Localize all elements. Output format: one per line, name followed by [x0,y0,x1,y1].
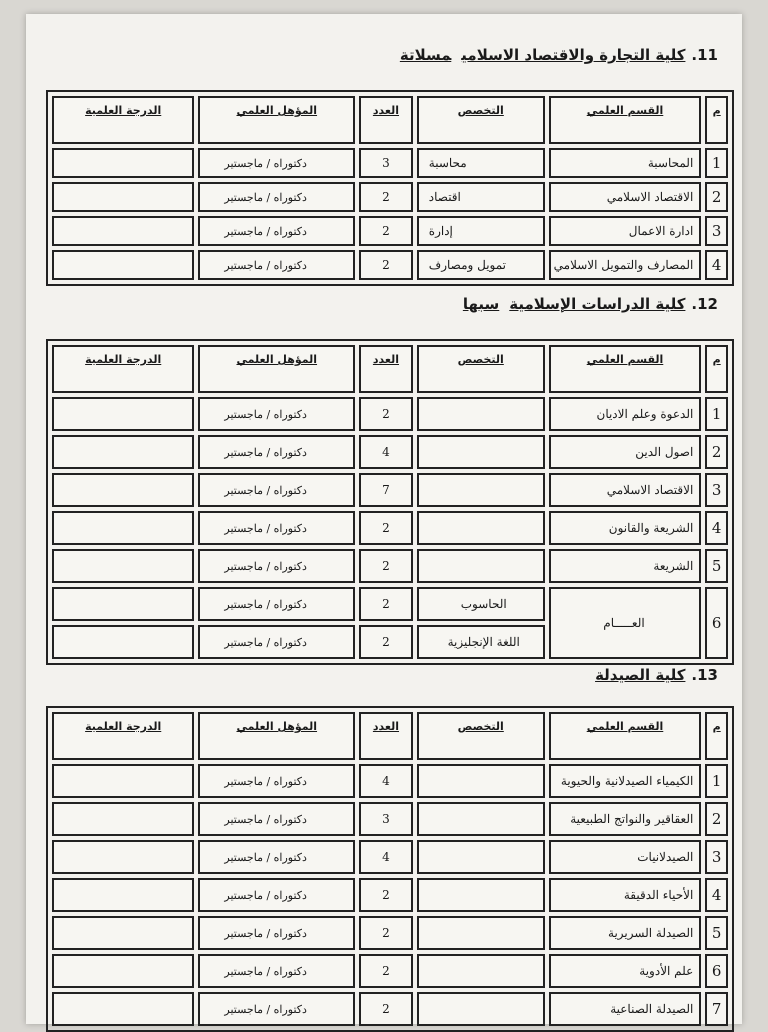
table-row [52,587,728,621]
cell-qual: دكتوراه / ماجستير [198,954,355,988]
cell-qual: دكتوراه / ماجستير [198,992,355,1026]
cell-qual: دكتوراه / ماجستير [198,840,355,874]
table-row [52,878,728,912]
cell-spec [417,764,545,798]
cell-count: 2 [359,511,413,545]
cell-num: 5 [705,549,728,583]
section-number: 11. [691,46,718,64]
cell-num: 1 [705,397,728,431]
cell-spec: تمويل ومصارف [417,250,545,280]
cell-count: 4 [359,435,413,469]
cell-spec [417,435,545,469]
cell-qual: دكتوراه / ماجستير [198,250,355,280]
table-row [52,802,728,836]
cell-degree [52,802,194,836]
cell-num: 4 [705,878,728,912]
header-dept: القسم العلمي [549,345,702,393]
cell-spec: الحاسوب [417,587,545,621]
section-title-13 [585,666,718,684]
table-row [52,182,728,212]
cell-num: 2 [705,182,728,212]
table-row [52,435,728,469]
cell-dept: ادارة الاعمال [549,216,702,246]
cell-num: 4 [705,511,728,545]
cell-degree [52,148,194,178]
cell-degree [52,625,194,659]
cell-spec [417,878,545,912]
header-dept: القسم العلمي [549,712,702,760]
header-spec: التخصص [417,345,545,393]
cell-num: 1 [705,764,728,798]
cell-spec [417,954,545,988]
cell-dept: المصارف والتمويل الاسلامي [549,250,702,280]
cell-spec [417,397,545,431]
cell-count: 2 [359,182,413,212]
header-num: م [705,96,728,144]
section-number: 12. [691,295,718,313]
cell-qual: دكتوراه / ماجستير [198,549,355,583]
table-row [52,511,728,545]
cell-dept: الصيدلة السريرية [549,916,702,950]
header-degree: الدرجة العلمية [52,96,194,144]
section-number: 13. [691,666,718,684]
cell-num: 3 [705,840,728,874]
cell-qual: دكتوراه / ماجستير [198,182,355,212]
cell-dept: الاقتصاد الاسلامي [549,182,702,212]
cell-degree [52,435,194,469]
cell-spec [417,840,545,874]
cell-num: 6 [705,587,728,659]
table-row [52,549,728,583]
table-section-11 [46,90,734,286]
cell-spec [417,473,545,507]
header-spec: التخصص [417,96,545,144]
cell-qual: دكتوراه / ماجستير [198,916,355,950]
cell-num: 1 [705,148,728,178]
cell-degree [52,992,194,1026]
cell-spec [417,511,545,545]
document-page [26,14,742,1024]
table-row [52,250,728,280]
cell-qual: دكتوراه / ماجستير [198,435,355,469]
section-name: كلية الصيدلة [595,666,686,684]
cell-degree [52,397,194,431]
cell-num: 2 [705,802,728,836]
cell-qual: دكتوراه / ماجستير [198,764,355,798]
cell-count: 3 [359,802,413,836]
cell-qual: دكتوراه / ماجستير [198,216,355,246]
table-row [52,764,728,798]
section-title-12 [463,295,718,313]
cell-qual: دكتوراه / ماجستير [198,511,355,545]
cell-degree [52,587,194,621]
cell-count: 2 [359,216,413,246]
table-row [52,473,728,507]
cell-degree [52,878,194,912]
header-count: العدد [359,345,413,393]
table-row [52,992,728,1026]
header-degree: الدرجة العلمية [52,345,194,393]
cell-spec: اللغة الإنجليزية [417,625,545,659]
cell-num: 7 [705,992,728,1026]
cell-dept: الصيدلة الصناعية [549,992,702,1026]
cell-dept: الشريعة والقانون [549,511,702,545]
header-spec: التخصص [417,712,545,760]
cell-count: 2 [359,397,413,431]
cell-degree [52,916,194,950]
cell-spec [417,549,545,583]
header-qual: المؤهل العلمي [198,345,355,393]
header-count: العدد [359,96,413,144]
cell-dept: الكيمياء الصيدلانية والحيوية [549,764,702,798]
table-header-row [52,345,728,393]
cell-qual: دكتوراه / ماجستير [198,587,355,621]
cell-degree [52,216,194,246]
cell-dept: الأحياء الدقيقة [549,878,702,912]
header-num: م [705,712,728,760]
cell-dept: الشريعة [549,549,702,583]
cell-count: 7 [359,473,413,507]
cell-dept: المحاسبة [549,148,702,178]
cell-degree [52,840,194,874]
table-row [52,148,728,178]
section-name: كلية التجارة والاقتصاد الاسلامي [461,46,686,64]
cell-num: 6 [705,954,728,988]
table-row [52,840,728,874]
cell-count: 2 [359,587,413,621]
cell-num: 3 [705,216,728,246]
cell-degree [52,473,194,507]
cell-qual: دكتوراه / ماجستير [198,397,355,431]
cell-spec [417,802,545,836]
header-dept: القسم العلمي [549,96,702,144]
cell-count: 2 [359,954,413,988]
table-row [52,954,728,988]
cell-num: 2 [705,435,728,469]
cell-degree [52,511,194,545]
cell-degree [52,250,194,280]
cell-spec: محاسبة [417,148,545,178]
table-row [52,216,728,246]
cell-dept: الصيدلانيات [549,840,702,874]
header-qual: المؤهل العلمي [198,96,355,144]
cell-count: 2 [359,250,413,280]
table-section-13 [46,706,734,1032]
cell-count: 2 [359,992,413,1026]
header-qual: المؤهل العلمي [198,712,355,760]
cell-spec [417,916,545,950]
cell-count: 4 [359,840,413,874]
cell-dept: العقاقير والنواتج الطبيعية [549,802,702,836]
cell-count: 2 [359,878,413,912]
cell-count: 2 [359,549,413,583]
table-row [52,916,728,950]
cell-count: 3 [359,148,413,178]
table-header-row [52,712,728,760]
cell-spec [417,992,545,1026]
table-row [52,397,728,431]
cell-spec: اقتصاد [417,182,545,212]
cell-degree [52,182,194,212]
cell-dept: علم الأدوية [549,954,702,988]
cell-qual: دكتوراه / ماجستير [198,148,355,178]
header-degree: الدرجة العلمية [52,712,194,760]
cell-count: 2 [359,625,413,659]
cell-dept: اصول الدين [549,435,702,469]
cell-degree [52,954,194,988]
cell-degree [52,764,194,798]
section-location: سبها [462,295,500,313]
cell-dept: الاقتصاد الاسلامي [549,473,702,507]
cell-count: 2 [359,916,413,950]
table-header-row [52,96,728,144]
cell-dept: العـــــام [549,587,702,659]
section-location: مسلاتة [399,46,452,64]
cell-num: 5 [705,916,728,950]
section-name: كلية الدراسات الإسلامية [509,295,686,313]
cell-qual: دكتوراه / ماجستير [198,878,355,912]
header-num: م [705,345,728,393]
cell-qual: دكتوراه / ماجستير [198,473,355,507]
table-section-12 [46,339,734,665]
cell-count: 4 [359,764,413,798]
section-title-11 [400,46,718,64]
cell-num: 3 [705,473,728,507]
cell-degree [52,549,194,583]
cell-dept: الدعوة وعلم الاديان [549,397,702,431]
cell-num: 4 [705,250,728,280]
cell-spec: إدارة [417,216,545,246]
cell-qual: دكتوراه / ماجستير [198,625,355,659]
cell-qual: دكتوراه / ماجستير [198,802,355,836]
header-count: العدد [359,712,413,760]
